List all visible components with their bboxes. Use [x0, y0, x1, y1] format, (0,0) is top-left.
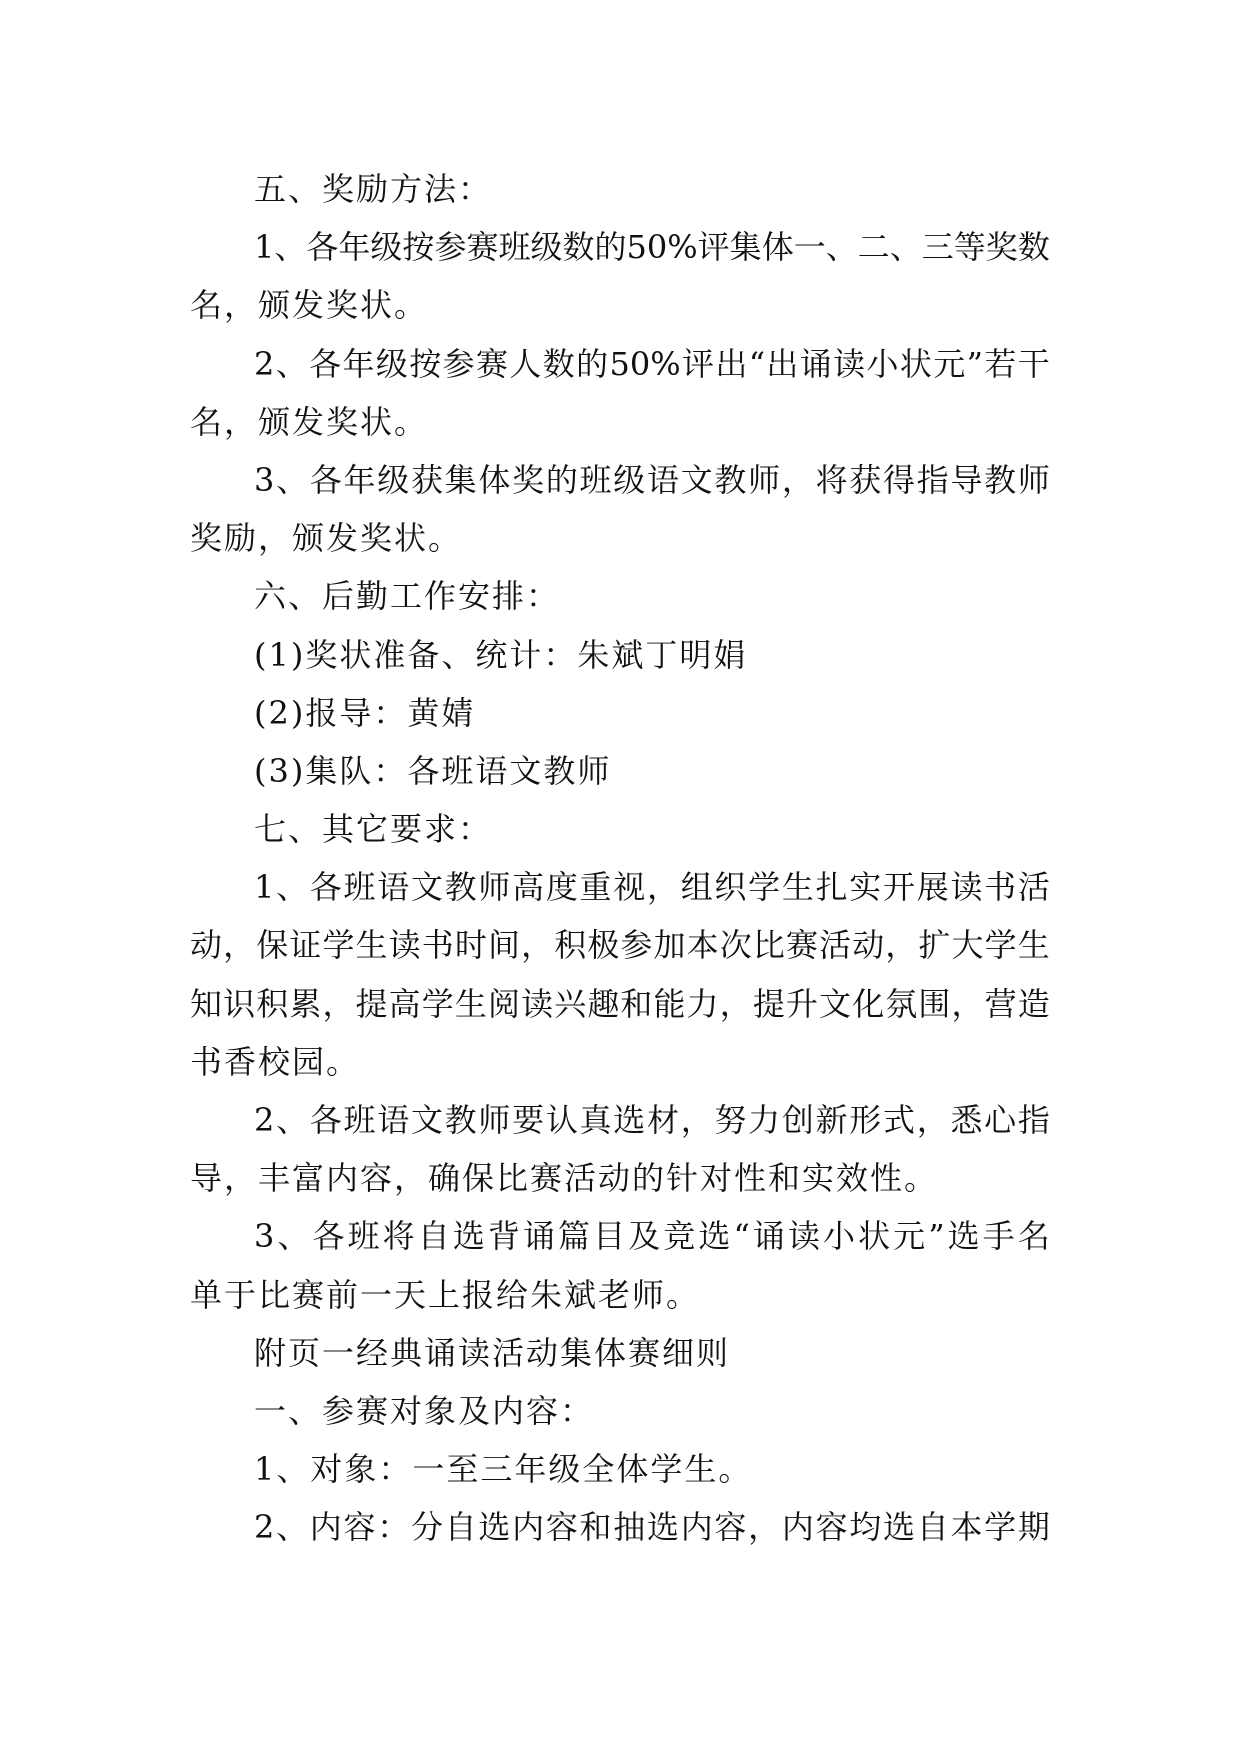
paragraph-line: 1 、 各 班 语 文 教 师 高 度 重 视 ， 组 织 学 生 扎 实 开 展 读 书 活	[254, 868, 1050, 907]
paragraph-line: 1 、 各 年 级 按 参 赛 班 级 数 的 50% 评 集 体 一 、 二 、 三 等 奖 数	[254, 228, 1050, 267]
paragraph-line: 五、奖励方法：	[254, 170, 493, 208]
paragraph-line: 知 识 积 累 ， 提 高 学 生 阅 读 兴 趣 和 能 力 ， 提 升 文 化 氛 围 ， 营 造	[190, 984, 1050, 1023]
paragraph-line: (1)奖状准备、统计：朱斌丁明娟	[254, 635, 748, 674]
paragraph-line: 2 、 各 年 级 按 参 赛 人 数 的 50% 评 出 “ 出 诵 读 小 状 元 ” 若 干	[254, 344, 1050, 383]
paragraph-line: 七、其它要求：	[254, 810, 493, 849]
paragraph-line: 1、对象：一至三年级全体学生。	[254, 1450, 753, 1489]
paragraph-line: 3 、 各 班 将 自 选 背 诵 篇 目 及 竞 选 “ 诵 读 小 状 元 ” 选 手 名	[254, 1217, 1050, 1256]
paragraph-line: 2 、 内 容 ： 分 自 选 内 容 和 抽 选 内 容 ， 内 容 均 选 自 本 学 期	[254, 1508, 1050, 1547]
paragraph-line: 六、后勤工作安排：	[254, 577, 561, 616]
paragraph-line: 单于比赛前一天上报给朱斌老师。	[190, 1275, 701, 1314]
paragraph-line: 奖励，颁发奖状。	[190, 519, 463, 558]
paragraph-line: (3)集队：各班语文教师	[254, 751, 612, 790]
paragraph-line: 书香校园。	[190, 1042, 361, 1081]
paragraph-line: 附页一经典诵读活动集体赛细则	[254, 1333, 731, 1372]
document-page	[190, 160, 1050, 1557]
paragraph-line: 3 、 各 年 级 获 集 体 奖 的 班 级 语 文 教 师 ， 将 获 得 指 导 教 师	[254, 460, 1050, 499]
paragraph-line: 一、参赛对象及内容：	[254, 1391, 595, 1430]
paragraph-line: 动 ， 保 证 学 生 读 书 时 间 ， 积 极 参 加 本 次 比 赛 活 动 ， 扩 大 学 生	[190, 926, 1050, 965]
paragraph-line: (2)报导：黄婧	[254, 693, 476, 732]
paragraph-line: 2 、 各 班 语 文 教 师 要 认 真 选 材 ， 努 力 创 新 形 式 ， 悉 心 指	[254, 1101, 1050, 1139]
paragraph-line: 名，颁发奖状。	[190, 402, 429, 441]
paragraph-line: 名，颁发奖状。	[190, 286, 429, 325]
paragraph-line: 导，丰富内容，确保比赛活动的针对性和实效性。	[190, 1159, 939, 1198]
